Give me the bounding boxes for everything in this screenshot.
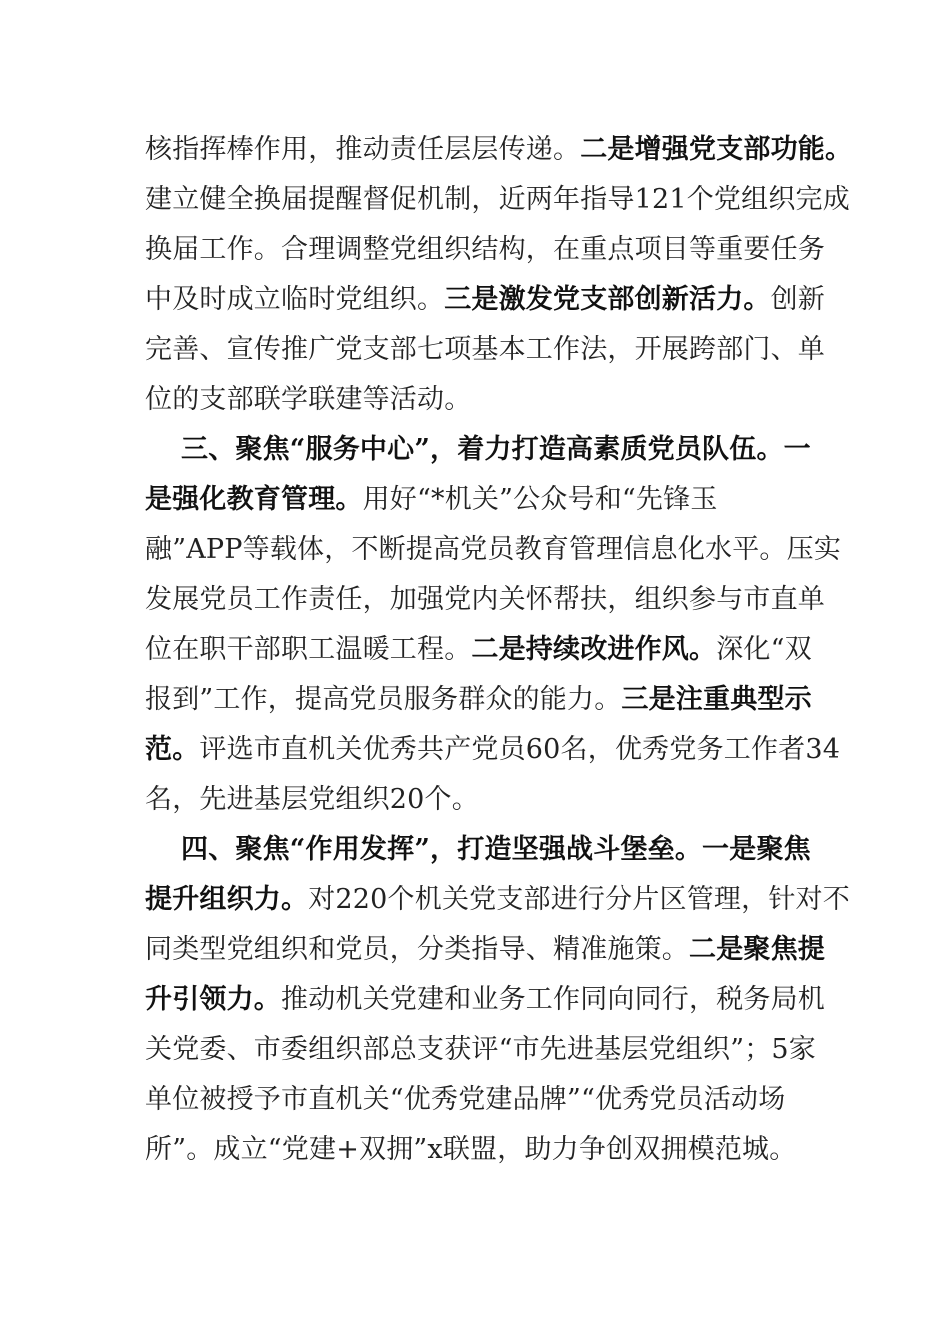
text-line — [145, 1025, 816, 1075]
text-segment: 位的支部联学联建等活动。 — [145, 384, 472, 415]
section-heading-four: 四、聚焦“作用发挥”，打造坚强战斗堡垒。一是聚焦 — [181, 834, 811, 865]
bold-heading-segment: 二是增强党支部功能。 — [580, 134, 853, 165]
bold-heading-segment: 三是激发党支部创新活力。 — [444, 284, 771, 315]
text-line — [145, 175, 850, 225]
text-line — [145, 625, 812, 675]
text-line — [145, 875, 850, 925]
section-heading-three: 三、聚焦“服务中心”，着力打造高素质党员队伍。一 — [181, 434, 811, 465]
text-segment: 创新 — [770, 284, 826, 315]
text-segment: 位在职干部职工温暖工程。 — [145, 634, 472, 665]
bold-heading-segment: 二是聚焦提 — [689, 934, 825, 965]
bold-heading-segment: 二是持续改进作风。 — [471, 634, 717, 665]
text-line — [145, 125, 852, 175]
section-heading-line — [181, 425, 811, 475]
bold-heading-segment: 三是注重典型示 — [621, 684, 812, 715]
text-line — [145, 775, 479, 825]
text-line — [145, 525, 841, 575]
text-segment: 用好“*机关”公众号和“先锋玉 — [362, 484, 718, 515]
text-segment: 评选市直机关优秀共产党员60名，优秀党务工作者34 — [199, 734, 841, 765]
section-heading-line — [181, 825, 811, 875]
text-line — [145, 375, 471, 425]
text-line — [145, 325, 825, 375]
text-line — [145, 975, 825, 1025]
bold-heading-segment: 提升组织力。 — [145, 884, 309, 915]
text-line — [145, 225, 825, 275]
text-segment: 单位被授予市直机关“优秀党建品牌”“优秀党员活动场 — [145, 1084, 786, 1115]
text-segment: 所”。成立“党建+双拥”x联盟，助力争创双拥模范城。 — [145, 1134, 797, 1165]
text-segment: 对220个机关党支部进行分片区管理，针对不 — [308, 884, 850, 915]
text-segment: 核指挥棒作用，推动责任层层传递。 — [145, 134, 581, 165]
text-segment: 名，先进基层党组织20个。 — [145, 784, 479, 815]
text-segment: 中及时成立临时党组织。 — [145, 284, 445, 315]
bold-heading-segment: 升引领力。 — [145, 984, 281, 1015]
text-segment: 报到”工作，提高党员服务群众的能力。 — [145, 684, 622, 715]
text-line — [145, 275, 825, 325]
text-line — [145, 575, 825, 625]
text-segment: 推动机关党建和业务工作同向同行，税务局机 — [281, 984, 825, 1015]
text-segment: 深化“双 — [716, 634, 812, 665]
text-line — [145, 725, 840, 775]
text-segment: 换届工作。合理调整党组织结构，在重点项目等重要任务 — [145, 234, 825, 265]
text-segment: 完善、宣传推广党支部七项基本工作法，开展跨部门、单 — [145, 334, 825, 365]
text-line — [145, 1125, 796, 1175]
bold-heading-segment: 范。 — [145, 734, 200, 765]
text-segment: 关党委、市委组织部总支获评“市先进基层党组织”；5家 — [145, 1034, 816, 1065]
text-segment: 融”APP等载体，不断提高党员教育管理信息化水平。压实 — [145, 534, 842, 565]
text-line — [145, 1075, 785, 1125]
text-segment: 建立健全换届提醒督促机制，近两年指导121个党组织完成 — [145, 184, 850, 215]
text-segment: 同类型党组织和党员，分类指导、精准施策。 — [145, 934, 689, 965]
text-line — [145, 475, 718, 525]
text-line — [145, 675, 812, 725]
bold-heading-segment: 是强化教育管理。 — [145, 484, 363, 515]
text-segment: 发展党员工作责任，加强党内关怀帮扶，组织参与市直单 — [145, 584, 825, 615]
text-line — [145, 925, 825, 975]
